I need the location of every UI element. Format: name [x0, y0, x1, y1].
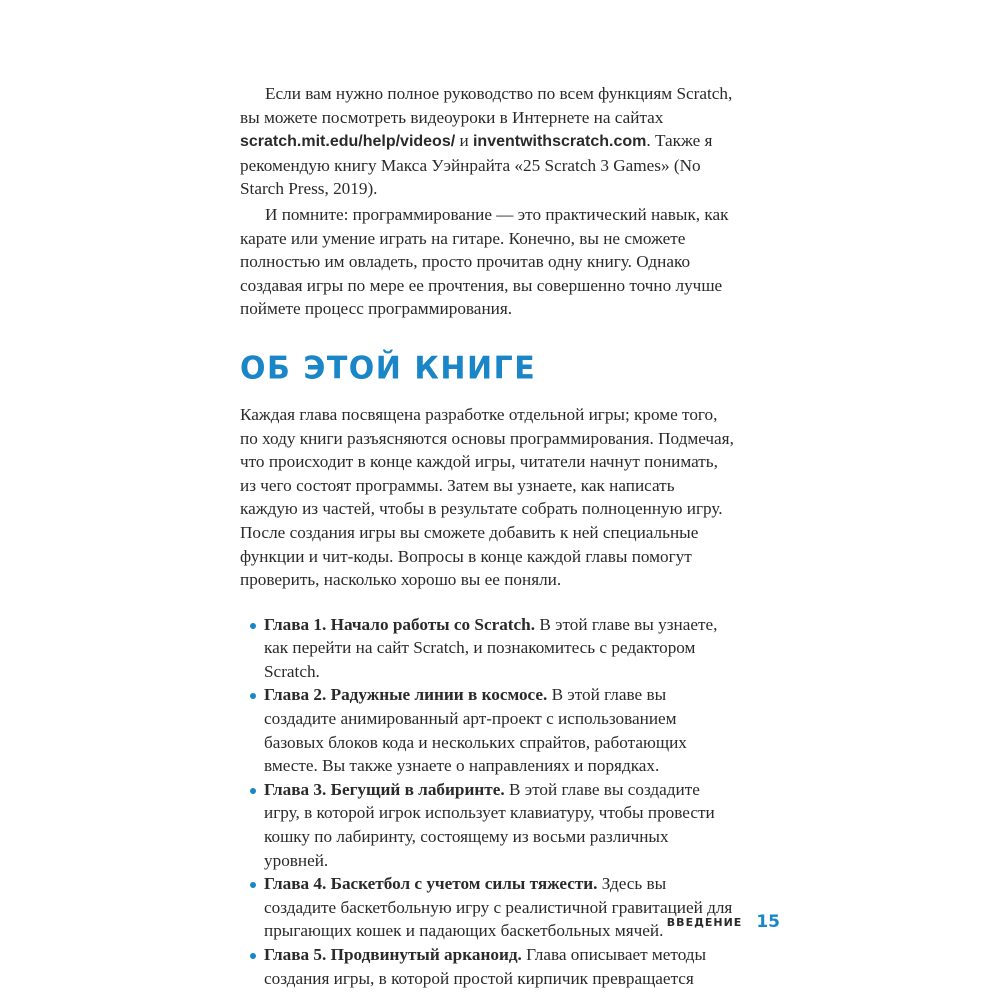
intro-text-2: и [455, 131, 473, 151]
section-paragraph: Каждая глава посвящена разработке отдельной игры; кроме того, по ходу книги разъясняются основы программирования. Подмечая, что происходит в конце каждой игры, читатели начнут понимать, из чего состоят программы. Затем вы узнаете, как написать каждую из частей, чтобы в результате собрать полноценную игру. После создания игры вы сможете добавить к ней специальные функции и чит-коды. Вопросы в конце каждой главы помогут проверить, насколько хорошо вы ее поняли. [240, 404, 734, 590]
page-footer [640, 910, 780, 934]
bullet-icon [250, 623, 256, 629]
chapter-title: Глава 2. Радужные линии в космосе. [264, 685, 548, 705]
chapter-text: Глава описывает методы создания игры, в которой простой кирпичик превращается [264, 945, 707, 988]
chapter-title: Глава 4. Баскетбол с учетом силы тяжести. [264, 874, 598, 894]
chapter-text: В этой главе вы создадите игру, в которой игрок использует клавиатуру, чтобы провести кошку по лабиринту, состоящему из восьми различных уровней. [264, 779, 715, 870]
intro-paragraph-1 [240, 82, 736, 201]
page-content [240, 82, 736, 990]
link-scratch-videos: scratch.mit.edu/help/videos/ [240, 133, 456, 151]
section-title: ОБ ЭТОЙ КНИГЕ [240, 350, 537, 387]
chapter-title: Глава 3. Бегущий в лабиринте. [264, 779, 505, 799]
chapter-title: Глава 1. Начало работы со Scratch. [264, 614, 536, 634]
list-item [240, 613, 736, 684]
list-item [240, 943, 736, 990]
intro-paragraph-2: И помните: программирование — это практический навык, как карате или умение играть на гитаре. Конечно, вы не сможете полностью им овладеть, просто прочитав одну книгу. Однако создавая игры по мере ее прочтения, вы совершенно точно лучше поймете процесс программирования. [240, 204, 729, 319]
bullet-icon [250, 953, 256, 959]
bullet-icon [250, 693, 256, 699]
intro-text-1: Если вам нужно полное руководство по всем функциям Scratch, вы можете посмотреть видеоуроки в Интернете на сайтах [240, 84, 733, 127]
intro-text-3: . Также я рекомендую книгу Макса Уэйнрайта «25 Scratch 3 Games» (No Starch Press, 2019). [240, 131, 713, 199]
chapter-text: Здесь вы создадите баскетбольную игру с реалистичной гравитацией для прыгающих кошек и падающих баскетбольных мячей. [264, 874, 733, 941]
bullet-icon [250, 882, 256, 888]
chapter-text: В этой главе вы узнаете, как перейти на сайт Scratch, и познакомитесь с редактором Scratch. [264, 614, 718, 681]
chapter-text: В этой главе вы создадите анимированный арт-проект с использованием базовых блоков кода и нескольких спрайтов, работающих вместе. Вы также узнаете о направлениях и порядках. [264, 685, 687, 776]
chapter-title: Глава 5. Продвинутый арканоид. [264, 945, 522, 964]
list-item [240, 683, 736, 777]
footer-section-label: ВВЕДЕНИЕ [666, 915, 743, 929]
link-inventwithscratch: inventwithscratch.com [472, 133, 647, 151]
list-item [240, 778, 736, 872]
bullet-icon [250, 788, 256, 794]
page-number: 15 [756, 912, 780, 932]
